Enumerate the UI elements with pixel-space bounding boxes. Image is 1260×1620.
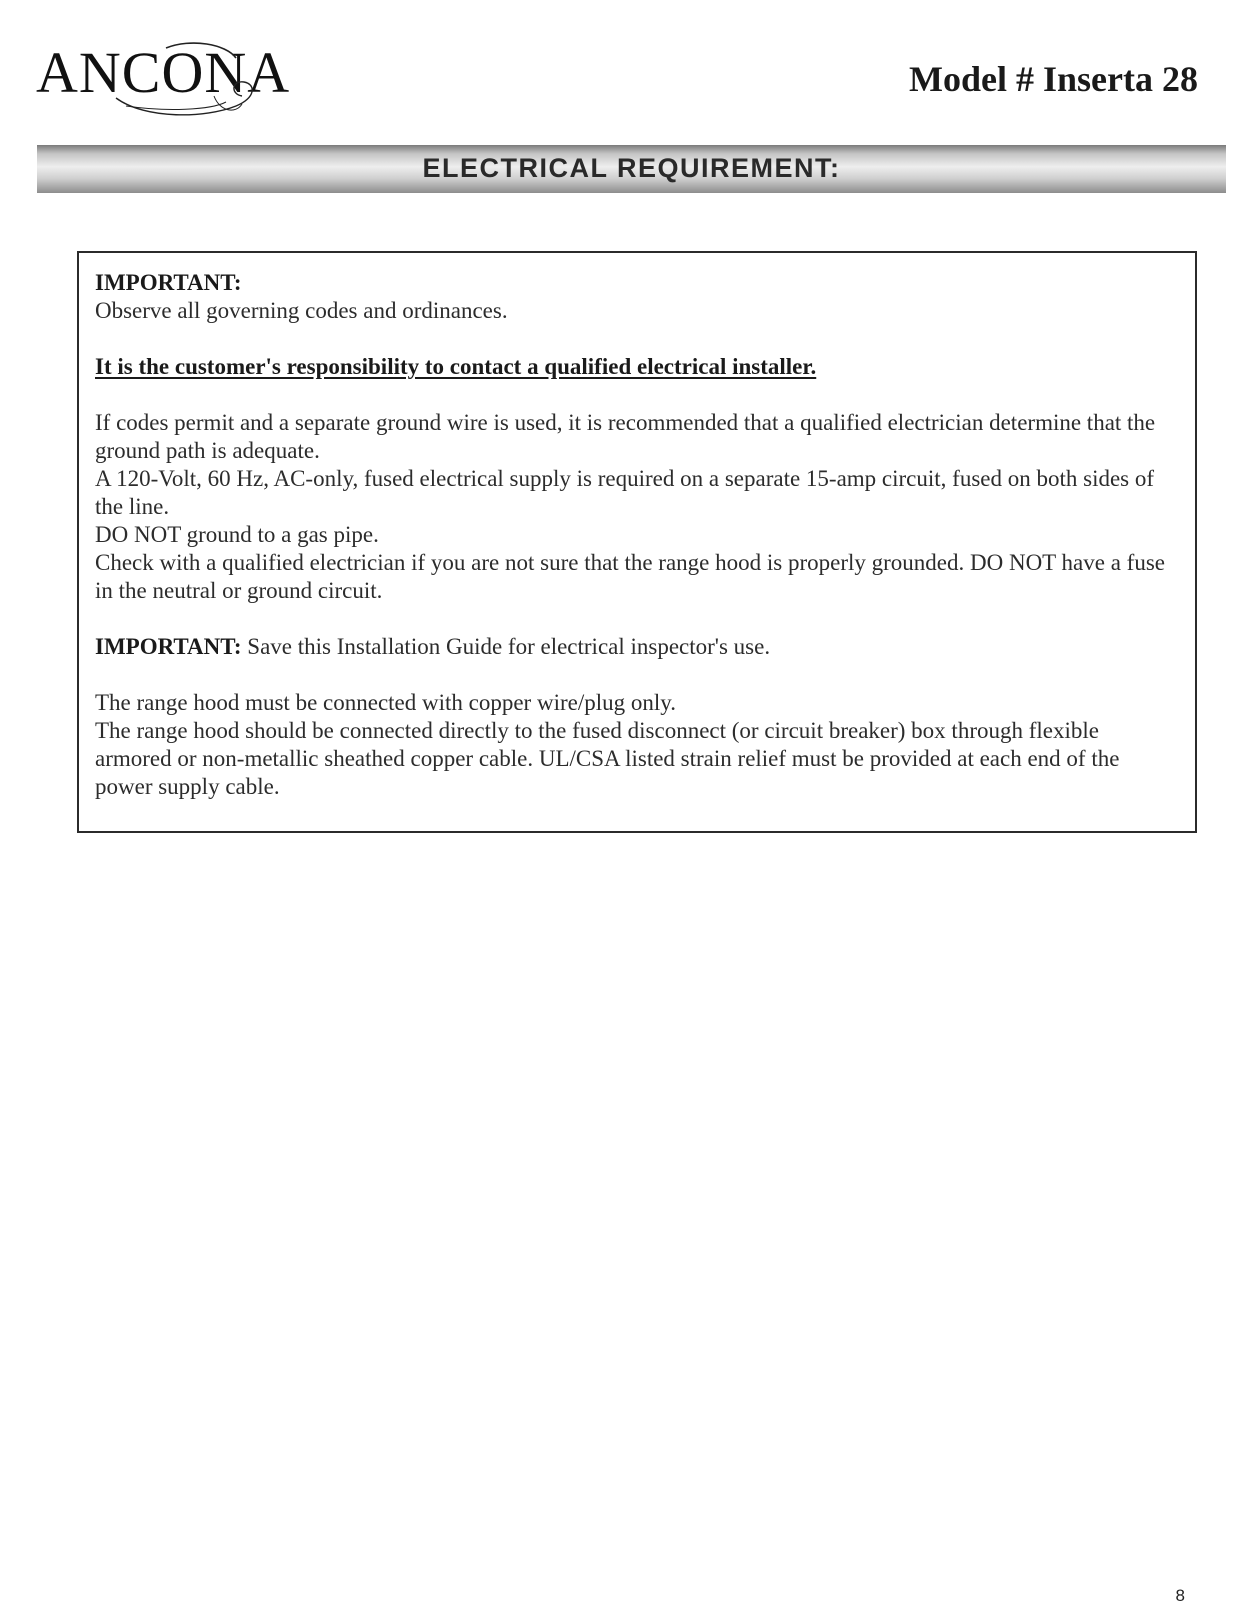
save-guide-body: Save this Installation Guide for electrical inspector's use. bbox=[241, 634, 771, 659]
check-electrician-text: Check with a qualified electrician if you are not sure that the range hood is properly grounded. DO NOT have a fuse in the neutral or ground circuit. bbox=[95, 550, 1166, 603]
important-label-inline: IMPORTANT: bbox=[95, 634, 242, 659]
copper-wire-text: The range hood must be connected with copper wire/plug only. bbox=[95, 690, 677, 715]
supply-text: A 120-Volt, 60 Hz, AC-only, fused electrical supply is required on a separate 15-amp circuit, fused on both sides of the line. bbox=[95, 466, 1155, 519]
gas-pipe-warning: DO NOT ground to a gas pipe. bbox=[95, 522, 379, 547]
brand-logo bbox=[36, 40, 306, 116]
important-heading: IMPORTANT: bbox=[95, 270, 242, 295]
save-guide-text bbox=[95, 633, 1179, 661]
page-number: 8 bbox=[1175, 1586, 1185, 1605]
model-number: Model # Inserta 28 bbox=[909, 59, 1198, 99]
electrical-requirements-box bbox=[77, 251, 1197, 833]
brand-name: ANCONA bbox=[36, 40, 291, 105]
responsibility-text: It is the customer's responsibility to contact a qualified electrical installer. bbox=[95, 354, 817, 379]
ground-wire-text: If codes permit and a separate ground wire is used, it is recommended that a qualified electrician determine that the ground path is adequate. bbox=[95, 410, 1156, 463]
section-header-bar bbox=[37, 145, 1226, 193]
connection-text: The range hood should be connected directly to the fused disconnect (or circuit breaker) box through flexible armored or non-metallic sheathed copper cable. UL/CSA listed strain relief must be provided at each end of the power supply cable. bbox=[95, 718, 1120, 799]
section-title: ELECTRICAL REQUIREMENT: bbox=[422, 153, 841, 183]
observe-codes-text: Observe all governing codes and ordinances. bbox=[95, 298, 508, 323]
